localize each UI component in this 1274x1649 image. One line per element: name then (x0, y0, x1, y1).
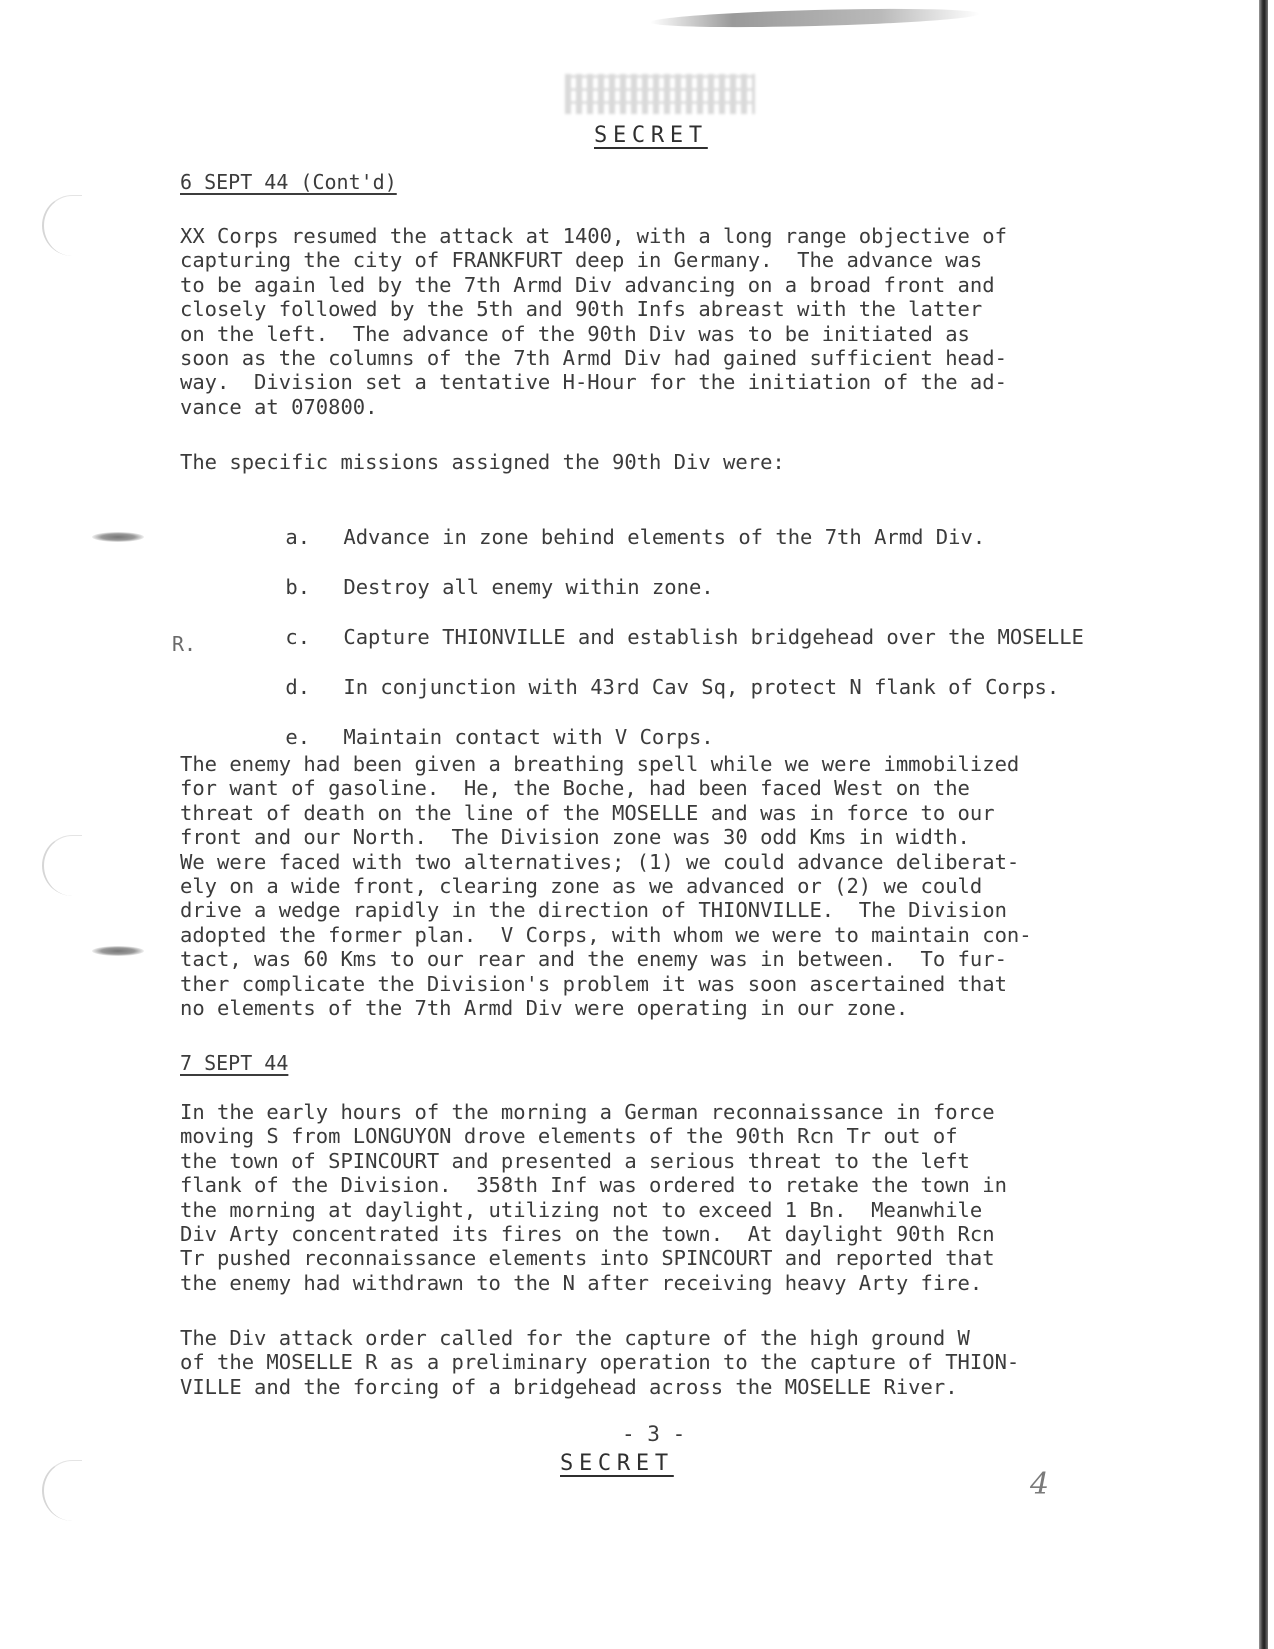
mission-letter: c. (285, 625, 311, 649)
text-line: front and our North. The Division zone was 30 odd Kms in width. (180, 825, 970, 850)
section-heading: 7 SEPT 44 (180, 1051, 289, 1075)
text-line: the morning at daylight, utilizing not to exceed 1 Bn. Meanwhile (180, 1197, 983, 1222)
text-line: of the MOSELLE R as a preliminary operation to the capture of THION- (180, 1350, 1020, 1375)
text-line: to be again led by the 7th Armd Div advancing on a broad front and (180, 272, 995, 297)
text-line: closely followed by the 5th and 90th Infs abreast with the latter (180, 297, 983, 322)
punch-hole-mark (42, 195, 82, 256)
text-line: the enemy had withdrawn to the N after receiving heavy Arty fire. (180, 1270, 983, 1295)
text-line: the town of SPINCOURT and presented a serious threat to the left (180, 1148, 970, 1173)
mission-text: Maintain contact with V Corps. (343, 725, 714, 749)
scan-edge (1259, 0, 1268, 1649)
text-line: flank of the Division. 358th Inf was ordered to retake the town in (180, 1173, 1007, 1198)
text-line: Div Arty concentrated its fires on the town. At daylight 90th Rcn (180, 1222, 995, 1247)
mission-letter: a. (285, 525, 311, 549)
text-line: We were faced with two alternatives; (1) we could advance deliberat- (180, 849, 1020, 874)
mission-letter: d. (285, 675, 311, 699)
paragraph (180, 752, 1032, 1020)
text-line: soon as the columns of the 7th Armd Div had gained sufficient head- (180, 346, 1007, 371)
mission-text: In conjunction with 43rd Cav Sq, protect N flank of Corps. (343, 675, 1060, 699)
text-line: moving S from LONGUYON drove elements of the 90th Rcn Tr out of (180, 1124, 958, 1149)
text-line: adopted the former plan. V Corps, with whom we were to maintain con- (180, 922, 1032, 947)
mission-letter: b. (285, 575, 311, 599)
section-heading: 6 SEPT 44 (Cont'd) (180, 170, 397, 194)
punch-hole-mark (42, 835, 82, 896)
binding-smear (92, 946, 144, 956)
text-line: The enemy had been given a breathing spell while we were immobilized (180, 752, 1020, 776)
text-line: on the left. The advance of the 90th Div was to be initiated as (180, 321, 970, 346)
mission-continuation: R. (172, 632, 197, 656)
declassified-stamp (565, 74, 755, 114)
header-classification: SECRET (594, 123, 708, 148)
text-line: ely on a wide front, clearing zone as we advanced or (2) we could (180, 874, 983, 899)
paragraph (180, 1100, 1007, 1295)
handwritten-page-mark: 4 (1030, 1467, 1050, 1502)
scan-smudge (650, 6, 980, 31)
text-line: drive a wedge rapidly in the direction of THIONVILLE. The Division (180, 898, 1007, 923)
text-line: tact, was 60 Kms to our rear and the enemy was in between. To fur- (180, 947, 1007, 972)
text-line: way. Division set a tentative H-Hour for the initiation of the ad- (180, 370, 1007, 395)
text-line: ther complicate the Division's problem it was soon ascertained that (180, 971, 1007, 996)
footer-classification: SECRET (560, 1451, 674, 1476)
text-line: The Div attack order called for the capture of the high ground W (180, 1326, 970, 1350)
text-line: vance at 070800. (180, 394, 378, 419)
mission-text: Advance in zone behind elements of the 7th Armd Div. (343, 525, 986, 549)
mission-letter: e. (285, 725, 311, 749)
text-line: capturing the city of FRANKFURT deep in Germany. The advance was (180, 248, 983, 273)
mission-text: Capture THIONVILLE and establish bridgehead over the MOSELLE (343, 625, 1084, 649)
text-line: VILLE and the forcing of a bridgehead across the MOSELLE River. (180, 1374, 958, 1399)
text-line: XX Corps resumed the attack at 1400, with a long range objective of (180, 224, 1007, 248)
text-line: threat of death on the line of the MOSELLE and was in force to our (180, 800, 995, 825)
paragraph (180, 1326, 1019, 1399)
mission-text: Destroy all enemy within zone. (343, 575, 714, 599)
missions-intro: The specific missions assigned the 90th Div were: (180, 450, 785, 474)
paragraph (180, 224, 1007, 419)
text-line: Tr pushed reconnaissance elements into SPINCOURT and reported that (180, 1246, 995, 1271)
binding-smear (92, 532, 144, 542)
text-line: no elements of the 7th Armd Div were operating in our zone. (180, 996, 909, 1021)
text-line: for want of gasoline. He, the Boche, had been faced West on the (180, 776, 970, 801)
text-line: In the early hours of the morning a German reconnaissance in force (180, 1100, 995, 1124)
page-number: - 3 - (622, 1422, 686, 1446)
punch-hole-mark (42, 1460, 82, 1521)
